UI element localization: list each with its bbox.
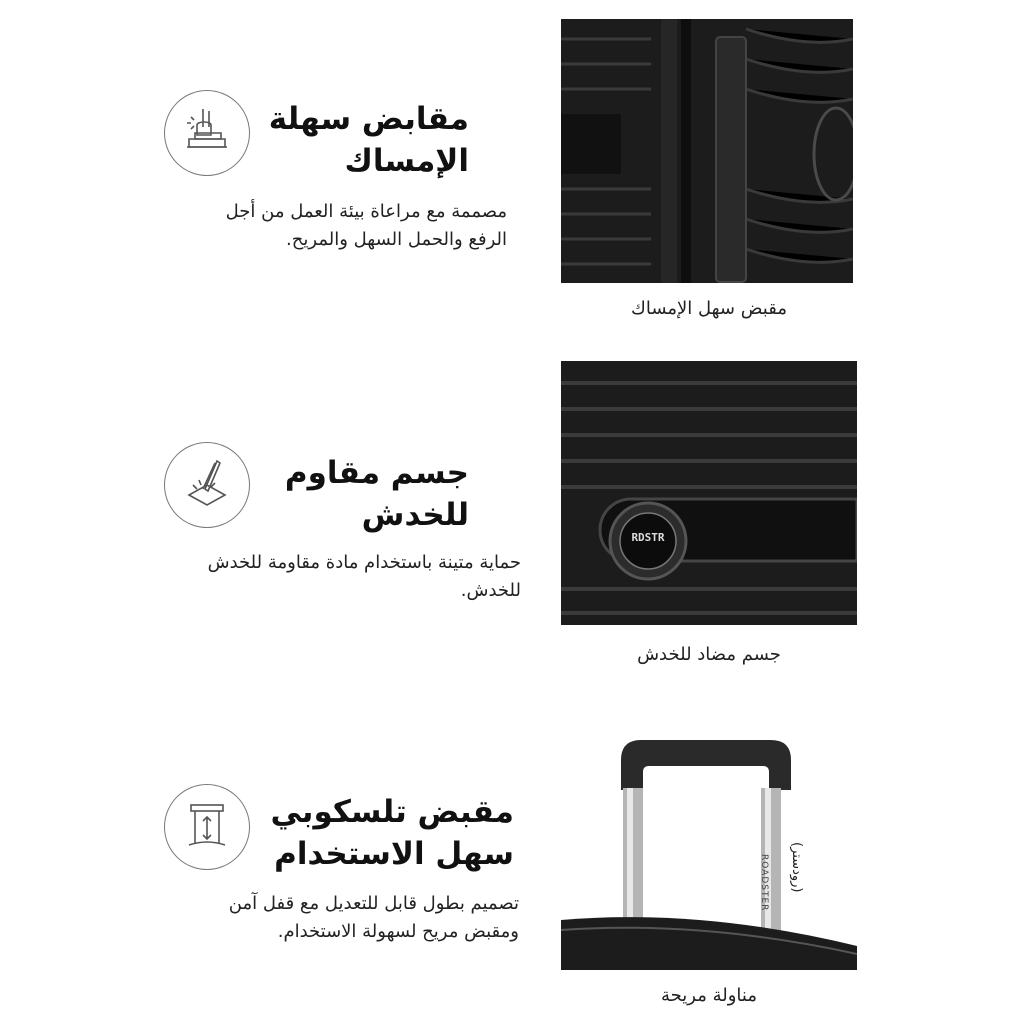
photo-caption: مناولة مريحة bbox=[661, 985, 757, 1006]
feature-description: حماية متينة باستخدام مادة مقاومة للخدش للخدش. bbox=[207, 552, 521, 601]
feature-description: مصممة مع مراعاة بيئة العمل من أجل الرفع والحمل السهل والمريح. bbox=[225, 201, 507, 250]
feature-description: تصميم بطول قابل للتعديل مع قفل آمن ومقبض مريح لسهولة الاستخدام. bbox=[228, 893, 519, 942]
brand-logo: RDSTR bbox=[631, 531, 665, 544]
feature-title: مقبض تلسكوبي سهل الاستخدام bbox=[270, 794, 514, 872]
telescopic-handle-photo bbox=[561, 730, 857, 970]
brand-arabic-text: (رودستر) bbox=[789, 842, 804, 893]
feature-title: مقابض سهلة الإمساك bbox=[268, 101, 469, 179]
brand-vertical-text: ROADSTER bbox=[759, 854, 769, 912]
feature-title: جسم مقاوم للخدش bbox=[284, 455, 469, 533]
photo-caption: جسم مضاد للخدش bbox=[637, 644, 781, 665]
photo-caption: مقبض سهل الإمساك bbox=[631, 298, 787, 319]
